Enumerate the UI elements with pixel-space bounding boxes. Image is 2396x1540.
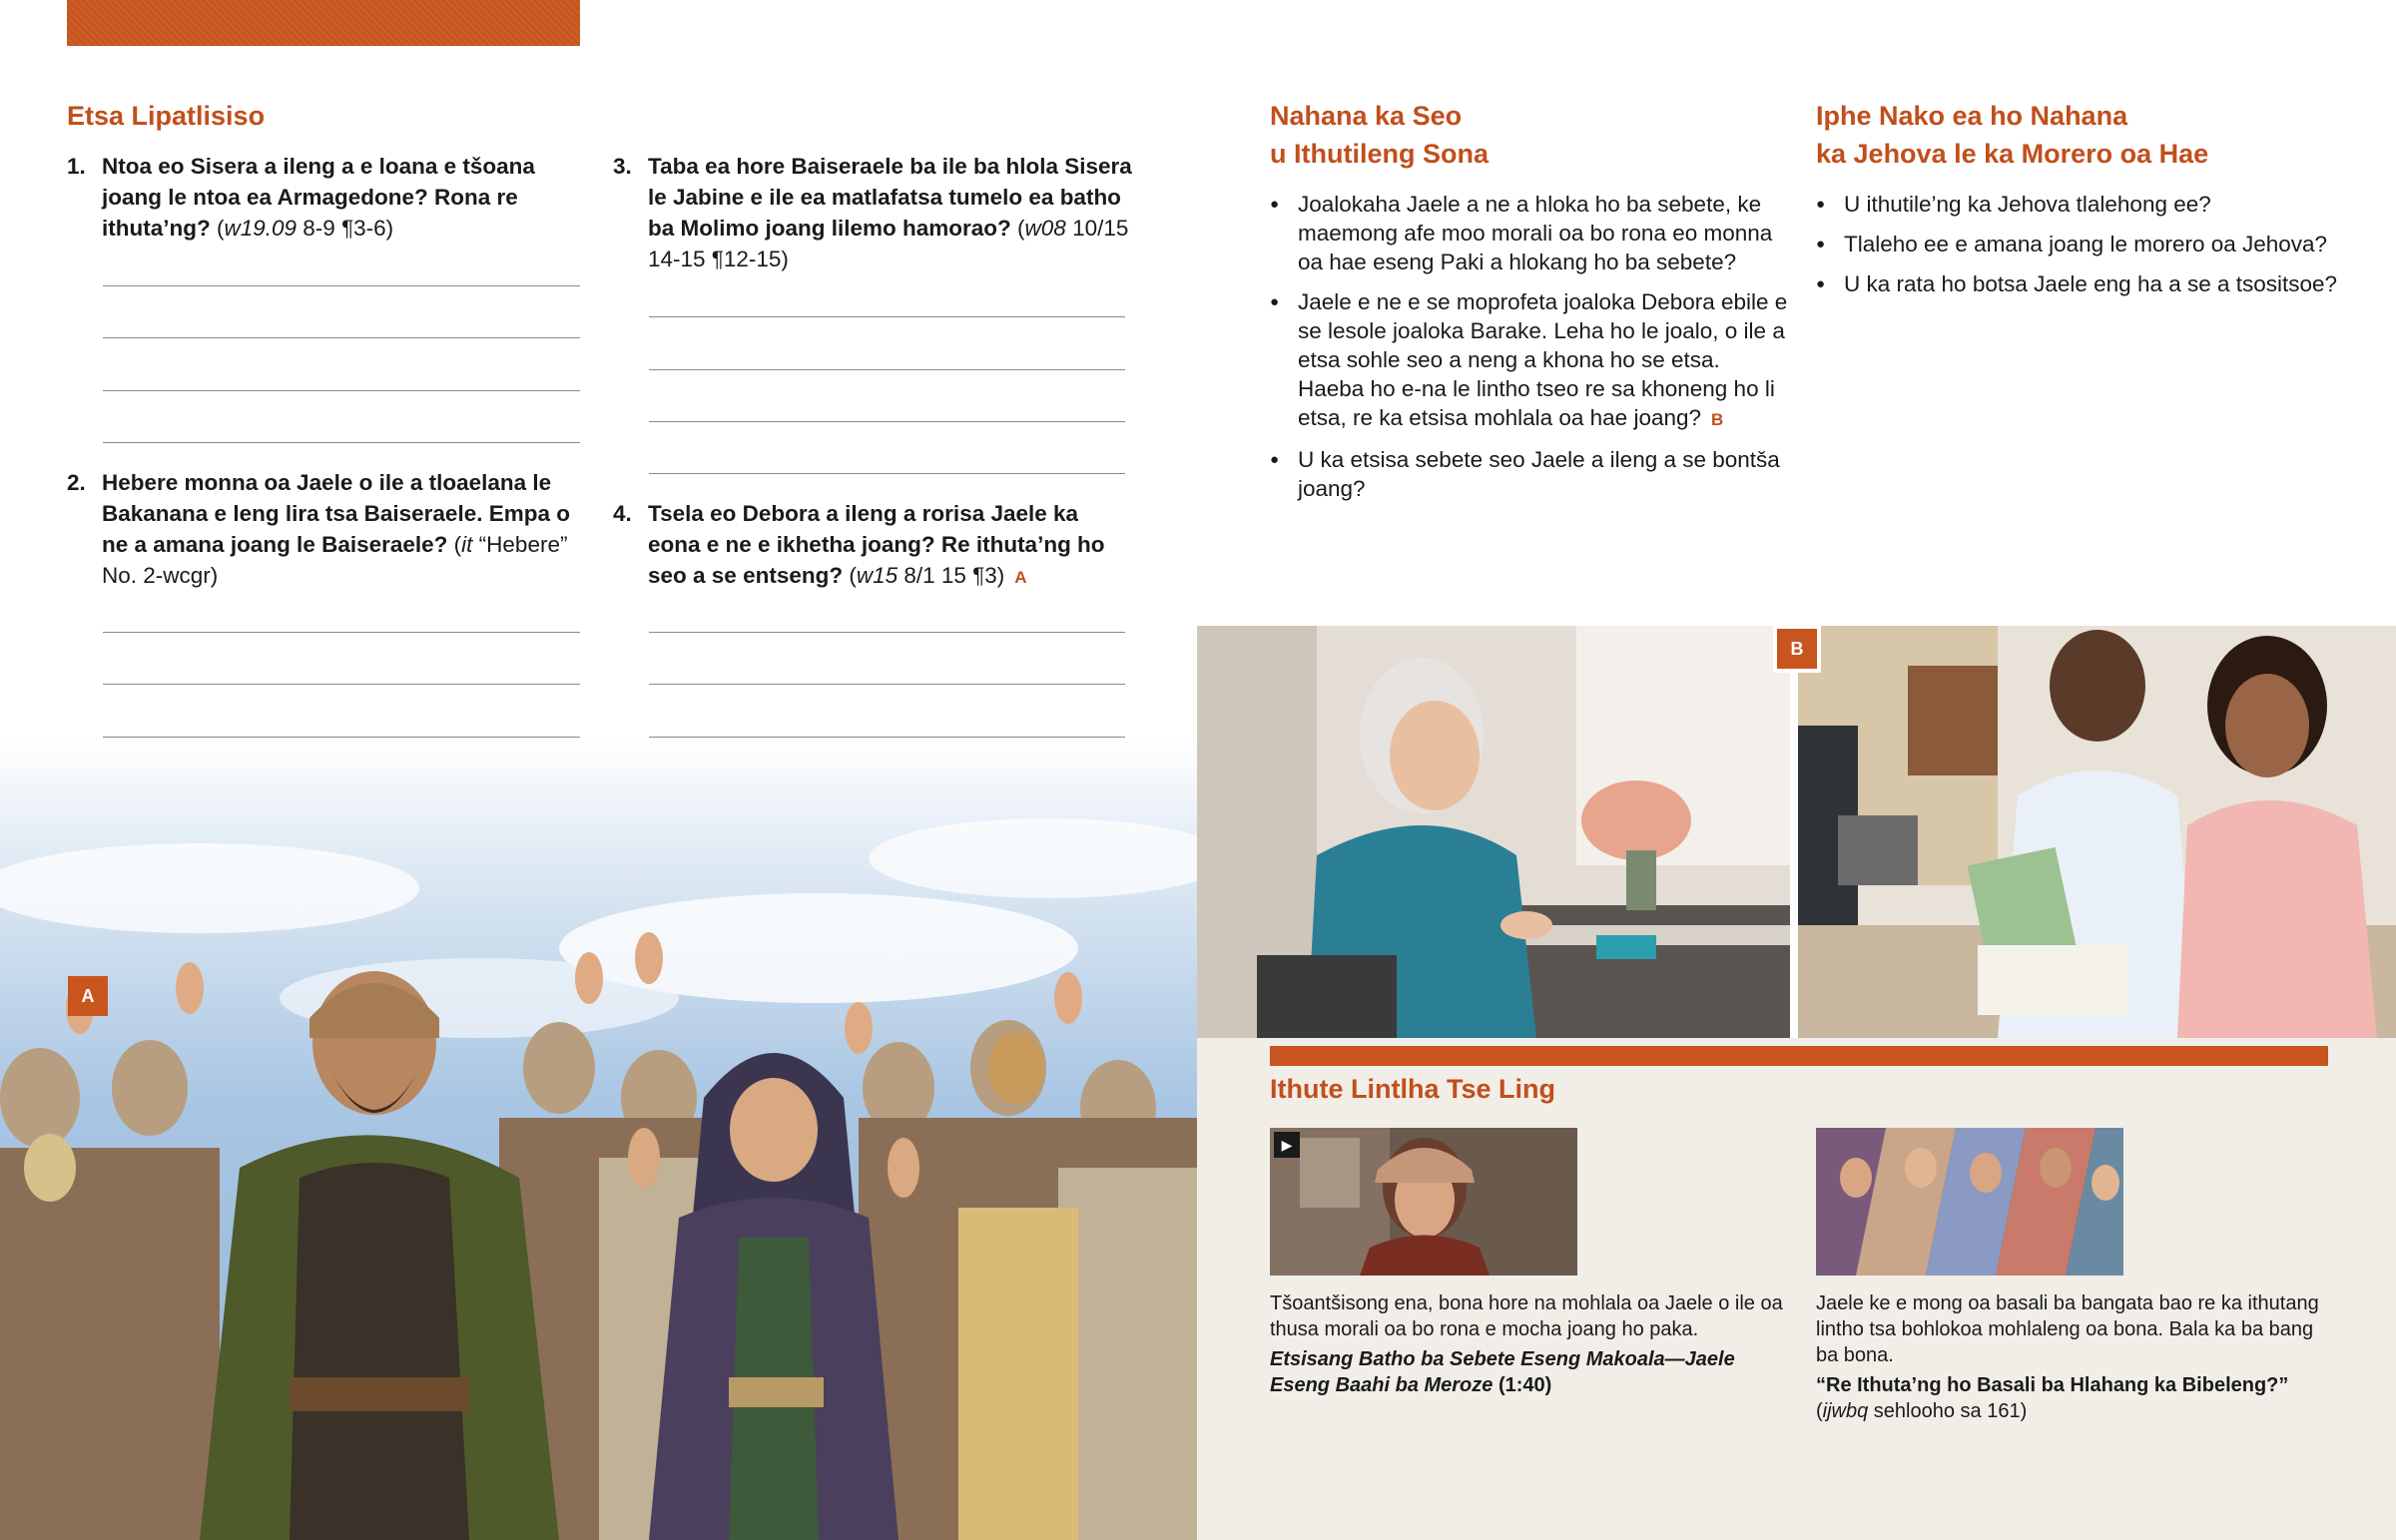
question-text: Taba ea hore Baiseraele ba ile ba hlola Sisera le Jabine e ile ea matlafatsa tumelo ea batho ba Molimo joang lilemo hamorao? xyxy=(648,154,1132,241)
video-title-link[interactable]: Etsisang Batho ba Sebete Eseng Makoala—Jaele Eseng Baahi ba Meroze xyxy=(1270,1348,1735,1396)
ref-location: “Hebere” No. 2-wcgr) xyxy=(102,532,568,588)
list-item-text: Joalokaha Jaele a ne a hloka ho ba sebete, ke maemong afe moo morali oa bo rona eo monna oa hae eseng Paki a hlokang ho ba sebete? xyxy=(1298,192,1773,274)
answer-line[interactable] xyxy=(649,684,1125,685)
question-4 xyxy=(613,498,1132,593)
answer-line[interactable] xyxy=(649,473,1125,474)
video-thumbnail[interactable] xyxy=(1270,1128,1577,1276)
image-badge-b: B xyxy=(1773,625,1821,673)
item-description: Tšoantšisong ena, bona hore na mohlala oa Jaele o ile oa thusa morali oa bo rona e mocha joang ho paka. xyxy=(1270,1292,1783,1340)
question-number: 4. xyxy=(613,501,632,526)
ref-source: w19.09 xyxy=(224,216,298,241)
ref-source: it xyxy=(461,532,473,557)
ref-open: ( xyxy=(447,532,462,557)
bible-women-thumbnail[interactable] xyxy=(1816,1128,2123,1276)
ref-source: w15 xyxy=(856,563,898,588)
question-2 xyxy=(67,467,586,591)
list-item-text: Tlaleho ee e amana joang le morero oa Jehova? xyxy=(1844,232,2328,257)
celebration-illustration xyxy=(0,739,1197,1540)
question-text: Ntoa eo Sisera a ileng a e loana e tšoana joang le ntoa ea Armagedone? Rona re ithuta’ng? xyxy=(102,154,535,241)
answer-line[interactable] xyxy=(103,442,580,443)
ref-source: w08 xyxy=(1024,216,1066,241)
question-3 xyxy=(613,151,1132,274)
list-item-text: Jaele e ne e se moprofeta joaloka Debora ebile e se lesole joaloka Barake. Leha ho le joalo, o ile a etsa sohle seo a neng a khona ho se etsa. Haeba ho e-na le lintho tseo re sa khoneng ho li etsa, re ka etsisa mohlala oa hae joang? xyxy=(1298,289,1788,430)
question-1 xyxy=(67,151,586,244)
question-text: Tsela eo Debora a ileng a rorisa Jaele ka eona e ne e ikhetha joang? Re ithuta’ng ho seo a se entseng? xyxy=(648,501,1105,588)
answer-line[interactable] xyxy=(649,369,1125,370)
answer-line[interactable] xyxy=(103,390,580,391)
section-title-think-jehovah xyxy=(1816,97,2208,173)
image-badge-a: A xyxy=(68,976,108,1016)
list-item xyxy=(1816,269,2355,298)
list-item-text: U ka rata ho botsa Jaele eng ha a se a tsositsoe? xyxy=(1844,271,2338,296)
think-list xyxy=(1816,190,2355,309)
title-line: u Ithutileng Sona xyxy=(1270,139,1489,169)
answer-line[interactable] xyxy=(103,285,580,286)
play-icon[interactable]: ▶ xyxy=(1274,1132,1300,1158)
study-more-bar xyxy=(1270,1046,2328,1066)
list-item-text: U ithutile’ng ka Jehova tlalehong ee? xyxy=(1844,192,2211,217)
ref-location: 10/15 14-15 ¶12-15) xyxy=(648,216,1129,271)
title-line: Iphe Nako ea ho Nahana xyxy=(1816,101,2128,131)
answer-line[interactable] xyxy=(649,737,1125,738)
title-line: Nahana ka Seo xyxy=(1270,101,1463,131)
ref-location: sehlooho sa 161) xyxy=(1868,1400,2028,1422)
ref-location: 8-9 ¶3-6) xyxy=(297,216,394,241)
question-number: 2. xyxy=(67,470,86,495)
section-title-research: Etsa Lipatlisiso xyxy=(67,101,266,131)
answer-line[interactable] xyxy=(103,337,580,338)
ref-source: ijwbq xyxy=(1822,1400,1869,1422)
question-text: Hebere monna oa Jaele o ile a tloaelana le Bakanana e leng lira tsa Baiseraele. Empa o ne a amana joang le Baiseraele? xyxy=(102,470,570,557)
ref-open: ( xyxy=(210,216,225,241)
answer-line[interactable] xyxy=(649,316,1125,317)
list-item xyxy=(1816,190,2355,219)
video-duration: (1:40) xyxy=(1493,1374,1552,1396)
couple-reading-photo xyxy=(1798,626,2396,1038)
answer-line[interactable] xyxy=(649,632,1125,633)
ref-open: ( xyxy=(843,563,857,588)
list-item xyxy=(1270,190,1789,276)
list-item xyxy=(1816,230,2355,258)
study-item-article xyxy=(1816,1290,2335,1424)
item-description: Jaele ke e mong oa basali ba bangata bao re ka ithutang lintho tsa bohlokoa mohlaleng oa bona. Bala ka ba bang ba bona. xyxy=(1816,1292,2319,1366)
elderly-woman-writing-photo xyxy=(1197,626,1790,1038)
article-title-link[interactable]: “Re Ithuta’ng ho Basali ba Hlahang ka Bibeleng?” xyxy=(1816,1374,2289,1396)
title-line: ka Jehova le ka Morero oa Hae xyxy=(1816,139,2209,169)
section-title-reflect xyxy=(1270,97,1489,173)
answer-line[interactable] xyxy=(103,684,580,685)
list-item-text: U ka etsisa sebete seo Jaele a ileng a se bontša joang? xyxy=(1298,447,1780,501)
reflection-list xyxy=(1270,190,1789,514)
photo-divider xyxy=(1790,626,1798,1038)
study-more-panel xyxy=(1197,1038,2396,1540)
answer-line[interactable] xyxy=(103,737,580,738)
answer-line[interactable] xyxy=(103,632,580,633)
question-number: 3. xyxy=(613,154,632,179)
list-item xyxy=(1270,287,1789,434)
ref-open: ( xyxy=(1816,1400,1823,1422)
question-number: 1. xyxy=(67,154,86,179)
answer-line[interactable] xyxy=(649,421,1125,422)
image-reference-tag[interactable]: B xyxy=(1711,410,1724,429)
list-item xyxy=(1270,445,1789,503)
header-texture-bar xyxy=(67,0,580,46)
image-reference-tag[interactable]: A xyxy=(1014,568,1027,587)
study-item-video xyxy=(1270,1290,1789,1398)
ref-location: 8/1 15 ¶3) xyxy=(898,563,1005,588)
study-more-title: Ithute Lintlha Tse Ling xyxy=(1270,1074,1555,1104)
ref-open: ( xyxy=(1010,216,1025,241)
